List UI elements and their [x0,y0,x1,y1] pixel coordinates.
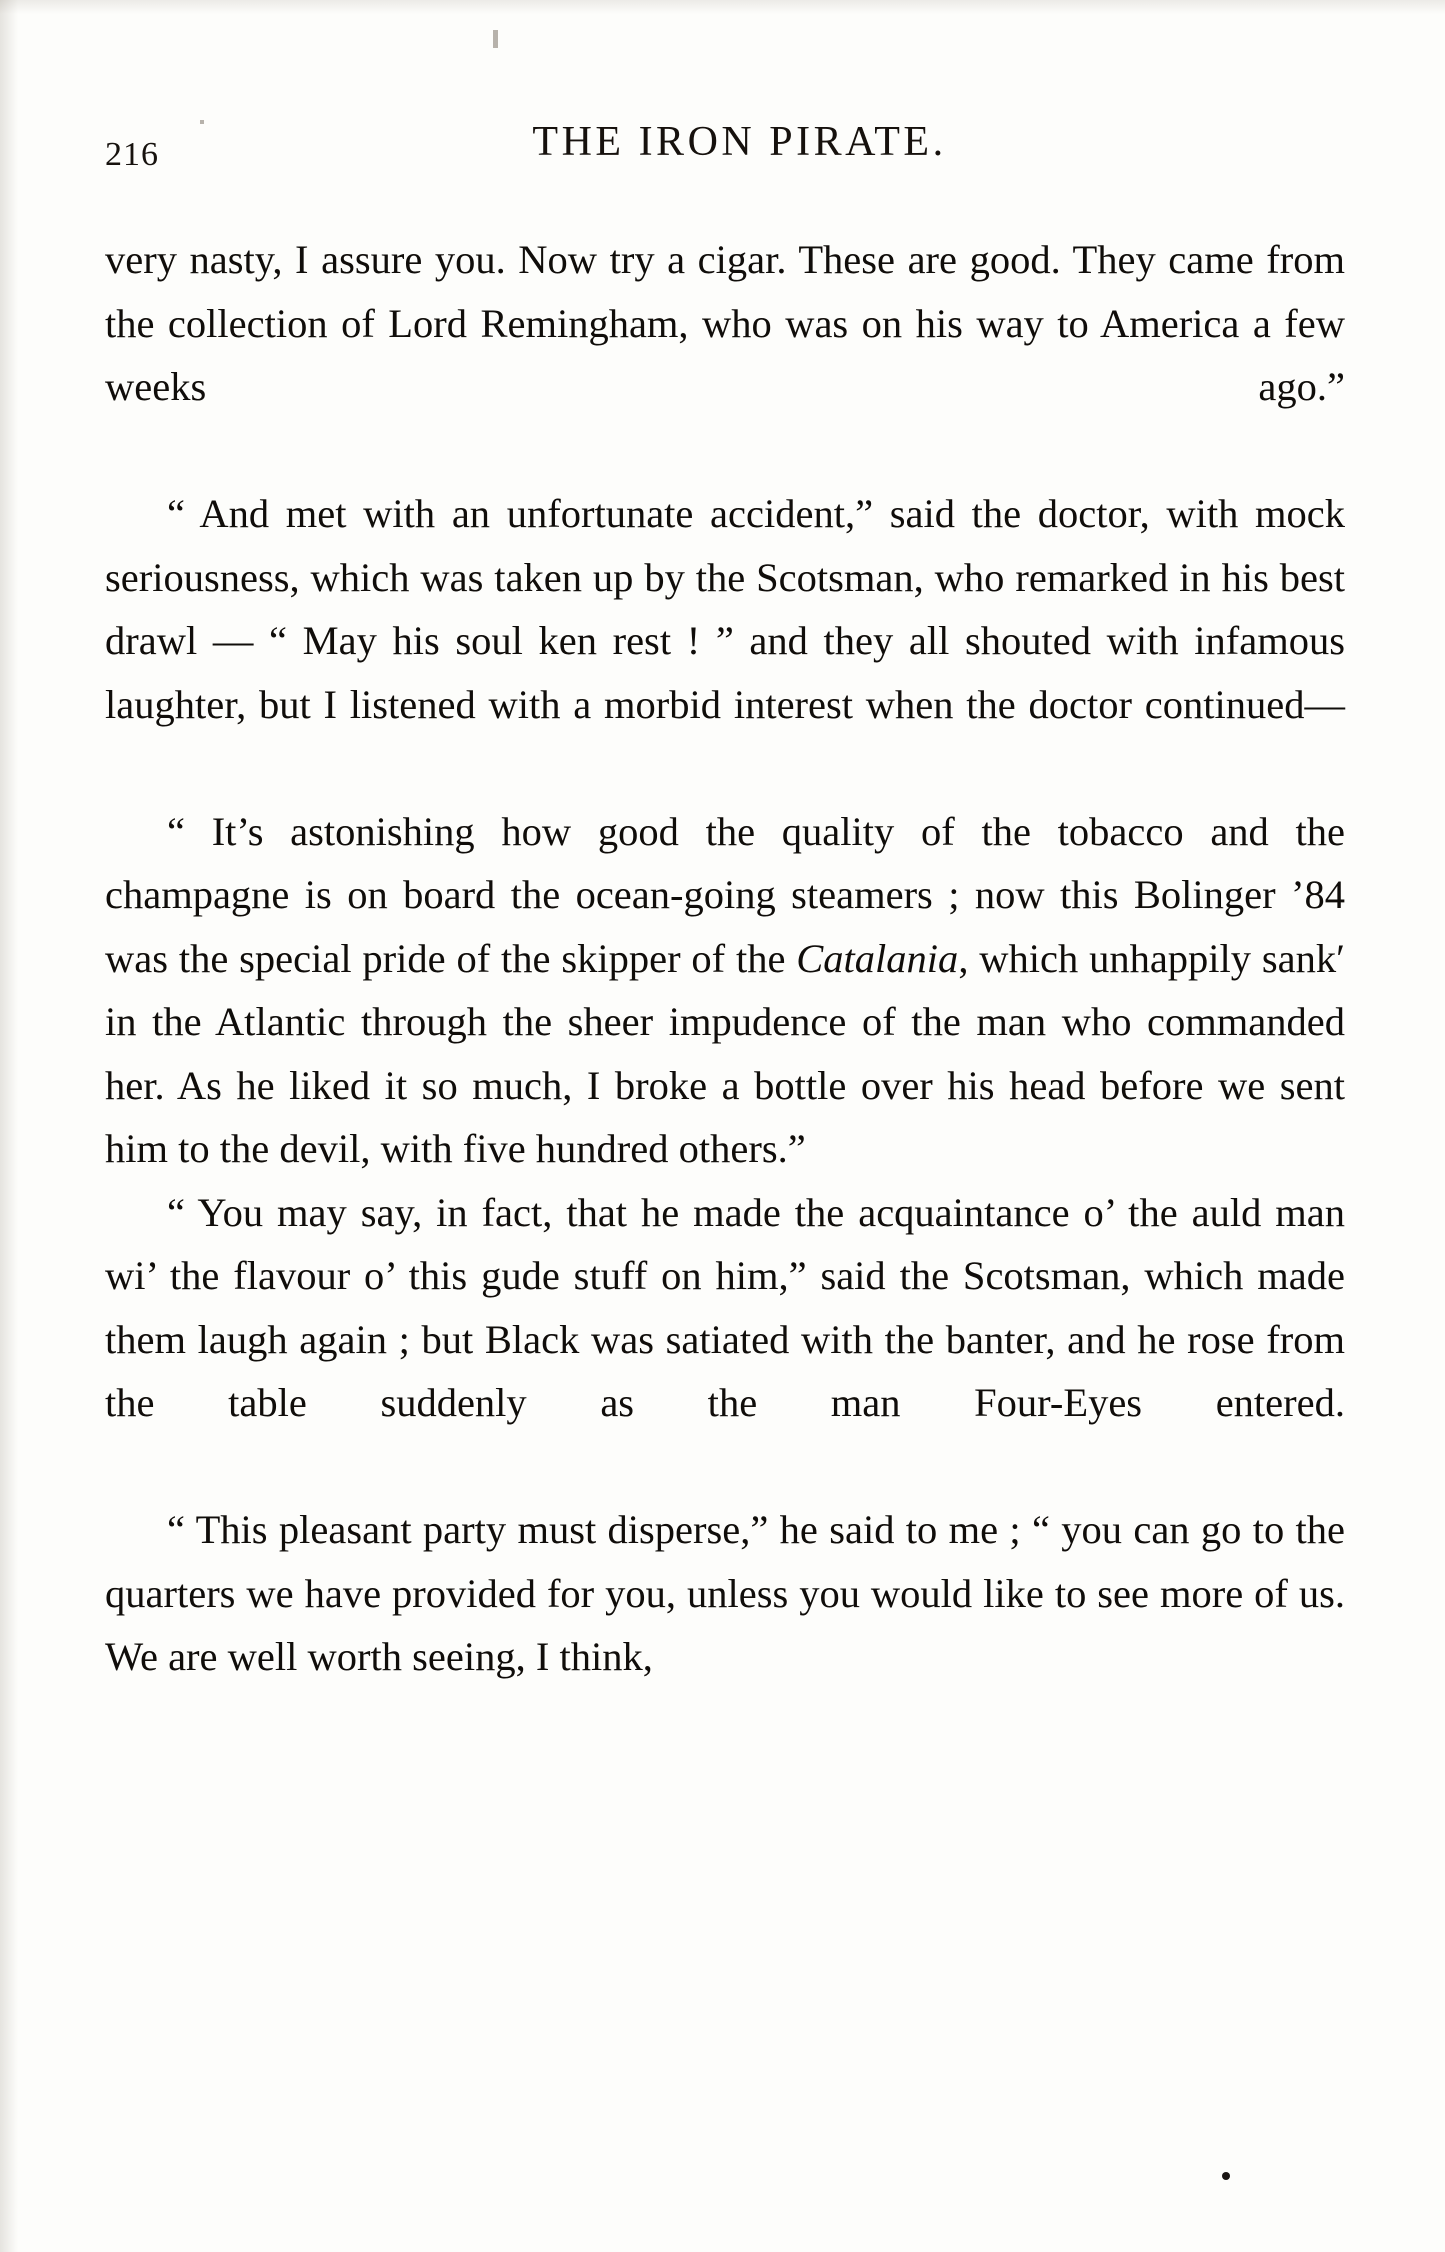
page-body [105,228,1345,1689]
paragraph: “ And met with an unfortunate accident,” said the doctor, with mock seriousness, which was taken up by the Scotsman, who remarked in his best drawl — “ May his soul ken rest ! ” and they all shouted with infamous laughter, but I listened with a morbid interest when the doctor continued— [105,491,1345,727]
running-title: THE IRON PIRATE. [532,119,947,165]
page-bottom-mark [1222,2172,1230,2180]
page-speck [493,30,498,48]
paragraph [105,800,1345,1181]
paragraph-text-part: “ It’s astonishing how good the quality of the tobacco and the champagne is on board the ocean-going steamers ; now this Bolinger ’84 was the special pride of the skipper of the [105,808,1345,981]
ship-name-italic: Catalania [796,935,959,981]
paragraph: “ This pleasant party must disperse,” he said to me ; “ you can go to the quarters we have provided for you, unless you would like to see more of us. We are well worth seeing, I think, [105,1507,1345,1679]
page-header [105,118,1340,188]
paragraph: “ You may say, in fact, that he made the acquaintance o’ the auld man wi’ the flavour o’ this gude stuff on him,” said the Scotsman, which made them laugh again ; but Black was satiated with the banter, and he rose from the table suddenly as the man Four-Eyes entered. [105,1189,1345,1425]
page-number: 216 [105,136,159,173]
page-edge-shadow-left [0,0,18,2252]
page-edge-shadow-top [0,0,1445,14]
paragraph-text-part: , which unhappily sankʹ in the Atlantic through the sheer impudence of the man who commanded her. As he liked it so much, I broke a bottle over his head before we sent him to the devil, with five hundred others.” [105,935,1345,1171]
paragraph: very nasty, I assure you. Now try a cigar. These are good. They came from the collection of Lord Remingham, who was on his way to America a few weeks ago.” [105,237,1345,409]
